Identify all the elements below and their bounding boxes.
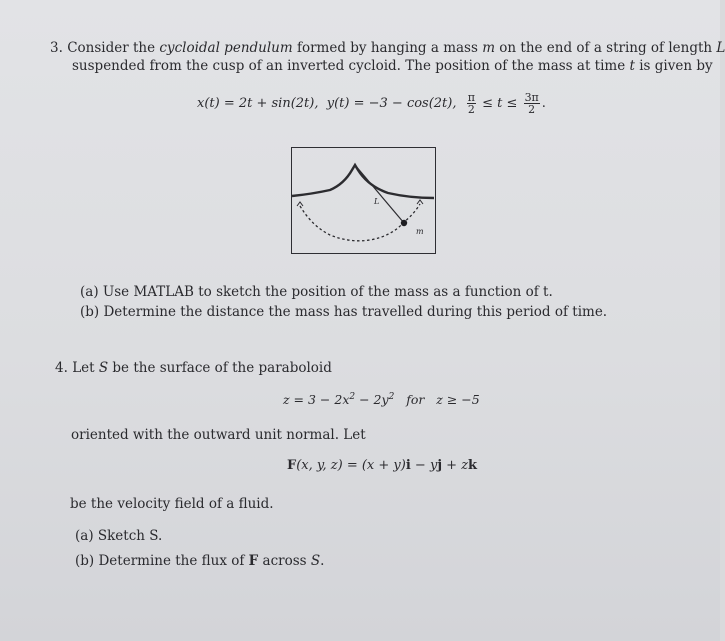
problem-3-line-1: 3. Consider the cycloidal pendulum formed by hanging a mass m on the end of a string of length L bbox=[50, 40, 725, 56]
cycloidal-pendulum-figure bbox=[291, 147, 436, 254]
paraboloid-equation: $z = 3 - 2x^2 - 2y^2$ for z ≥ −5 bbox=[283, 392, 480, 408]
problem-3-number: 3. bbox=[50, 40, 63, 56]
right-arrow-icon bbox=[417, 200, 423, 204]
problem-4-number: 4. bbox=[55, 360, 68, 376]
problem-3-part-a: (a) Use MATLAB to sketch the position of the mass as a function of t. bbox=[80, 284, 553, 300]
problem-4-line-1: 4. Let S be the surface of the paraboloid bbox=[55, 360, 332, 376]
cycloid-curve bbox=[292, 165, 434, 198]
left-arrow-icon bbox=[297, 202, 303, 206]
cycloidal-pendulum-term: cycloidal pendulum bbox=[159, 40, 293, 56]
string-label-L: L bbox=[374, 197, 380, 206]
velocity-field-equation: F(x, y, z) = (x + y)i − yj + zk bbox=[287, 458, 478, 473]
problem-4-line-3: be the velocity field of a fluid. bbox=[70, 496, 274, 512]
problem-4-part-a: (a) Sketch S. bbox=[75, 528, 163, 544]
problem-4-part-b: (b) Determine the flux of F across S. bbox=[75, 553, 325, 569]
mass-dot bbox=[401, 220, 407, 226]
problem-4-line-2: oriented with the outward unit normal. Let bbox=[71, 427, 366, 443]
problem-3-equation: x(t) = 2t + sin(2t), y(t) = −3 − cos(2t), $\frac{\pi}{2}$ ≤ t ≤ $\frac{3\pi}{2}$ . bbox=[197, 91, 546, 116]
fraction-pi-over-2: $\frac{\pi}{2}$ bbox=[467, 91, 475, 116]
mass-label-m: m bbox=[416, 227, 424, 236]
problem-3-part-b: (b) Determine the distance the mass has travelled during this period of time. bbox=[80, 304, 608, 320]
problem-3-line-2: suspended from the cusp of an inverted cycloid. The position of the mass at time t is given by bbox=[72, 58, 713, 74]
pendulum-diagram bbox=[292, 148, 434, 252]
fraction-3pi-over-2: $\frac{3\pi}{2}$ bbox=[524, 91, 539, 116]
